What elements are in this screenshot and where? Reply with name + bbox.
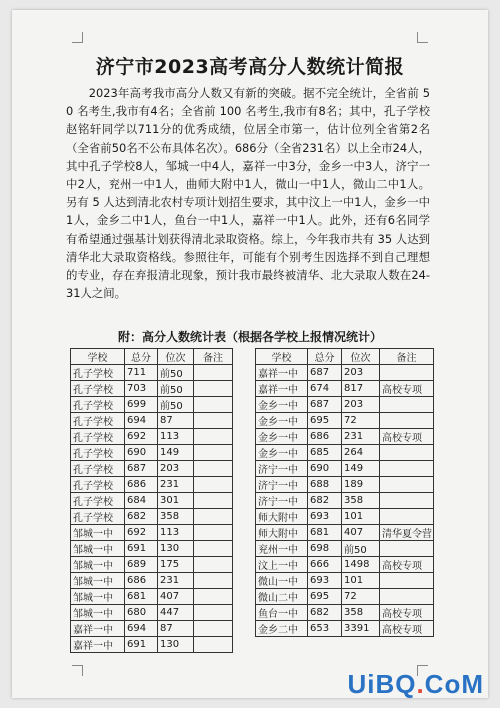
table-row	[256, 557, 434, 573]
table-row	[256, 573, 434, 589]
cell-rank: 301	[158, 493, 194, 509]
table-row	[71, 573, 233, 589]
cell-rank: 前50	[158, 397, 194, 413]
cell-school: 嘉祥一中	[71, 621, 125, 637]
cell-score: 694	[125, 621, 158, 637]
watermark-dot: .	[416, 669, 425, 699]
cell-school: 孔子学校	[71, 461, 125, 477]
table-row	[71, 477, 233, 493]
table-row	[256, 509, 434, 525]
cell-rank: 130	[158, 637, 194, 653]
cell-school: 嘉祥一中	[256, 365, 308, 381]
cell-score: 685	[308, 445, 342, 461]
cell-score: 674	[308, 381, 342, 397]
cell-school: 孔子学校	[71, 381, 125, 397]
table-row	[256, 365, 434, 381]
table-row	[71, 445, 233, 461]
cell-score: 687	[308, 397, 342, 413]
cell-school: 邹城一中	[71, 589, 125, 605]
table-row	[71, 557, 233, 573]
cell-note	[380, 413, 434, 429]
watermark-main: UiBQ	[347, 669, 417, 699]
table-row	[71, 509, 233, 525]
cell-score: 686	[125, 573, 158, 589]
cell-score: 703	[125, 381, 158, 397]
margin-mark-bottom-left	[72, 665, 83, 676]
site-watermark	[347, 669, 484, 700]
cell-rank: 前50	[342, 541, 380, 557]
cell-school: 金乡一中	[256, 413, 308, 429]
cell-score: 689	[125, 557, 158, 573]
cell-school: 鱼台一中	[256, 605, 308, 621]
cell-note	[380, 493, 434, 509]
table-row	[71, 397, 233, 413]
cell-note	[380, 589, 434, 605]
cell-school: 邹城一中	[71, 573, 125, 589]
cell-score: 682	[308, 493, 342, 509]
cell-school: 邹城一中	[71, 557, 125, 573]
table-header-row	[256, 349, 434, 365]
cell-school: 嘉祥一中	[256, 381, 308, 397]
cell-note	[194, 541, 233, 557]
table-row	[256, 461, 434, 477]
cell-rank: 前50	[158, 381, 194, 397]
table-row	[256, 541, 434, 557]
cell-note	[194, 493, 233, 509]
table-row	[256, 397, 434, 413]
cell-school: 孔子学校	[71, 413, 125, 429]
cell-note	[194, 461, 233, 477]
cell-note: 高校专项	[380, 557, 434, 573]
cell-rank: 前50	[158, 365, 194, 381]
watermark-tail: CoM	[424, 669, 484, 699]
table-row	[256, 429, 434, 445]
cell-school: 金乡一中	[256, 445, 308, 461]
cell-school: 孔子学校	[71, 397, 125, 413]
table-row	[71, 525, 233, 541]
table-header-row	[71, 349, 233, 365]
table-row	[71, 429, 233, 445]
cell-note	[380, 365, 434, 381]
cell-school: 济宁一中	[256, 461, 308, 477]
cell-score: 699	[125, 397, 158, 413]
cell-score: 692	[125, 525, 158, 541]
cell-school: 金乡一中	[256, 397, 308, 413]
cell-score: 690	[308, 461, 342, 477]
cell-note	[194, 573, 233, 589]
cell-school: 孔子学校	[71, 429, 125, 445]
cell-rank: 101	[342, 509, 380, 525]
cell-rank: 72	[342, 413, 380, 429]
cell-rank: 203	[342, 365, 380, 381]
cell-score: 693	[308, 573, 342, 589]
cell-school: 微山二中	[256, 589, 308, 605]
cell-school: 孔子学校	[71, 445, 125, 461]
column-header-rank: 位次	[342, 349, 380, 365]
table-row	[256, 621, 434, 637]
cell-score: 686	[125, 477, 158, 493]
cell-rank: 203	[158, 461, 194, 477]
cell-rank: 1498	[342, 557, 380, 573]
cell-rank: 231	[342, 429, 380, 445]
cell-note	[194, 557, 233, 573]
table-row	[256, 605, 434, 621]
cell-rank: 3391	[342, 621, 380, 637]
cell-note	[194, 381, 233, 397]
cell-school: 师大附中	[256, 525, 308, 541]
cell-note	[380, 445, 434, 461]
cell-rank: 149	[158, 445, 194, 461]
cell-score: 688	[308, 477, 342, 493]
table-row	[71, 381, 233, 397]
cell-note	[194, 445, 233, 461]
cell-school: 师大附中	[256, 509, 308, 525]
table-row	[71, 605, 233, 621]
cell-school: 济宁一中	[256, 493, 308, 509]
cell-note	[380, 397, 434, 413]
cell-score: 693	[308, 509, 342, 525]
cell-rank: 358	[342, 605, 380, 621]
cell-note	[194, 509, 233, 525]
table-row	[256, 381, 434, 397]
cell-rank: 264	[342, 445, 380, 461]
summary-paragraph: 2023年高考我市高分人数又有新的突破。据不完全统计，全省前 50 名考生,我市有4名；全省前 100 名考生,我市有8名；其中，孔子学校赵铭轩同学以711分的优秀成绩，位居全市第一，估计位列全省第2名（全省前50名不公布具体名次）。686分（全省231名）以上全市24人，其中孔子学校8人，邹城一中4人，嘉祥一中3分，金乡一中3人，济宁一中2人，兖州一中1人，曲师大附中1人，微山一中1人，微山二中1人。另有 5 人达到清北农村专项计划招生要求，其中汶上一中1人，金乡一中1人，金乡二中1人，鱼台一中1人，嘉祥一中1人。此外，还有6名同学有希望通过强基计划获得清北录取资格。综上，今年我市共有 35 人达到清华北大录取资格线。参照往年，可能有个别考生因选择不到自己理想的专业，存在弃报清北现象，预计我市最终被清华、北大录取人数在24-31人之间。	[66, 86, 430, 301]
cell-note	[380, 477, 434, 493]
cell-school: 嘉祥一中	[71, 637, 125, 653]
table-row	[71, 637, 233, 653]
cell-score: 682	[125, 509, 158, 525]
cell-score: 666	[308, 557, 342, 573]
document-title: 济宁市2023高考高分人数统计简报	[95, 56, 405, 78]
cell-note	[194, 525, 233, 541]
cell-note	[380, 541, 434, 557]
cell-rank: 130	[158, 541, 194, 557]
cell-school: 孔子学校	[71, 509, 125, 525]
cell-rank: 358	[158, 509, 194, 525]
cell-score: 694	[125, 413, 158, 429]
cell-rank: 817	[342, 381, 380, 397]
table-row	[71, 461, 233, 477]
cell-note	[380, 509, 434, 525]
cell-school: 邹城一中	[71, 605, 125, 621]
column-header-note: 备注	[194, 349, 233, 365]
cell-note	[194, 397, 233, 413]
cell-score: 692	[125, 429, 158, 445]
cell-school: 邹城一中	[71, 541, 125, 557]
cell-note	[380, 573, 434, 589]
cell-school: 孔子学校	[71, 365, 125, 381]
cell-note	[194, 365, 233, 381]
cell-score: 711	[125, 365, 158, 381]
table-caption: 附：高分人数统计表（根据各学校上报情况统计）	[117, 330, 382, 344]
cell-school: 微山一中	[256, 573, 308, 589]
table-row	[71, 541, 233, 557]
cell-score: 682	[308, 605, 342, 621]
cell-note	[194, 605, 233, 621]
score-table-right	[255, 348, 434, 637]
table-row	[256, 493, 434, 509]
cell-score: 684	[125, 493, 158, 509]
cell-note: 高校专项	[380, 429, 434, 445]
cell-score: 691	[125, 541, 158, 557]
column-header-school: 学校	[256, 349, 308, 365]
cell-note: 高校专项	[380, 621, 434, 637]
cell-school: 汶上一中	[256, 557, 308, 573]
table-row	[256, 413, 434, 429]
table-row	[71, 621, 233, 637]
cell-rank: 149	[342, 461, 380, 477]
cell-score: 687	[308, 365, 342, 381]
cell-score: 687	[125, 461, 158, 477]
cell-note	[194, 477, 233, 493]
cell-note	[380, 461, 434, 477]
cell-score: 691	[125, 637, 158, 653]
cell-school: 金乡二中	[256, 621, 308, 637]
column-header-note: 备注	[380, 349, 434, 365]
score-table-left	[70, 348, 233, 653]
cell-school: 济宁一中	[256, 477, 308, 493]
cell-rank: 113	[158, 525, 194, 541]
cell-school: 孔子学校	[71, 477, 125, 493]
cell-score: 695	[308, 589, 342, 605]
cell-rank: 113	[158, 429, 194, 445]
cell-note	[194, 621, 233, 637]
margin-mark-top-right	[417, 32, 428, 43]
cell-school: 邹城一中	[71, 525, 125, 541]
cell-note: 清华夏令营	[380, 525, 434, 541]
table-row	[71, 493, 233, 509]
table-row	[71, 365, 233, 381]
cell-rank: 447	[158, 605, 194, 621]
column-header-score: 总分	[308, 349, 342, 365]
cell-score: 680	[125, 605, 158, 621]
cell-score: 653	[308, 621, 342, 637]
margin-mark-top-left	[72, 32, 83, 43]
cell-rank: 203	[342, 397, 380, 413]
cell-rank: 87	[158, 621, 194, 637]
cell-rank: 101	[342, 573, 380, 589]
table-row	[71, 589, 233, 605]
table-row	[256, 477, 434, 493]
column-header-score: 总分	[125, 349, 158, 365]
table-row	[256, 589, 434, 605]
cell-rank: 231	[158, 573, 194, 589]
cell-note	[194, 413, 233, 429]
cell-score: 698	[308, 541, 342, 557]
cell-score: 686	[308, 429, 342, 445]
table-row	[256, 525, 434, 541]
cell-rank: 175	[158, 557, 194, 573]
column-header-school: 学校	[71, 349, 125, 365]
cell-score: 695	[308, 413, 342, 429]
cell-school: 金乡一中	[256, 429, 308, 445]
cell-rank: 189	[342, 477, 380, 493]
cell-school: 孔子学校	[71, 493, 125, 509]
cell-note: 高校专项	[380, 605, 434, 621]
cell-school: 兖州一中	[256, 541, 308, 557]
cell-note	[194, 589, 233, 605]
cell-note	[194, 429, 233, 445]
column-header-rank: 位次	[158, 349, 194, 365]
table-row	[71, 413, 233, 429]
cell-note: 高校专项	[380, 381, 434, 397]
cell-score: 690	[125, 445, 158, 461]
cell-note	[194, 637, 233, 653]
cell-score: 681	[125, 589, 158, 605]
cell-rank: 87	[158, 413, 194, 429]
cell-score: 681	[308, 525, 342, 541]
cell-rank: 407	[158, 589, 194, 605]
cell-rank: 358	[342, 493, 380, 509]
cell-rank: 407	[342, 525, 380, 541]
table-row	[256, 445, 434, 461]
cell-rank: 72	[342, 589, 380, 605]
cell-rank: 231	[158, 477, 194, 493]
